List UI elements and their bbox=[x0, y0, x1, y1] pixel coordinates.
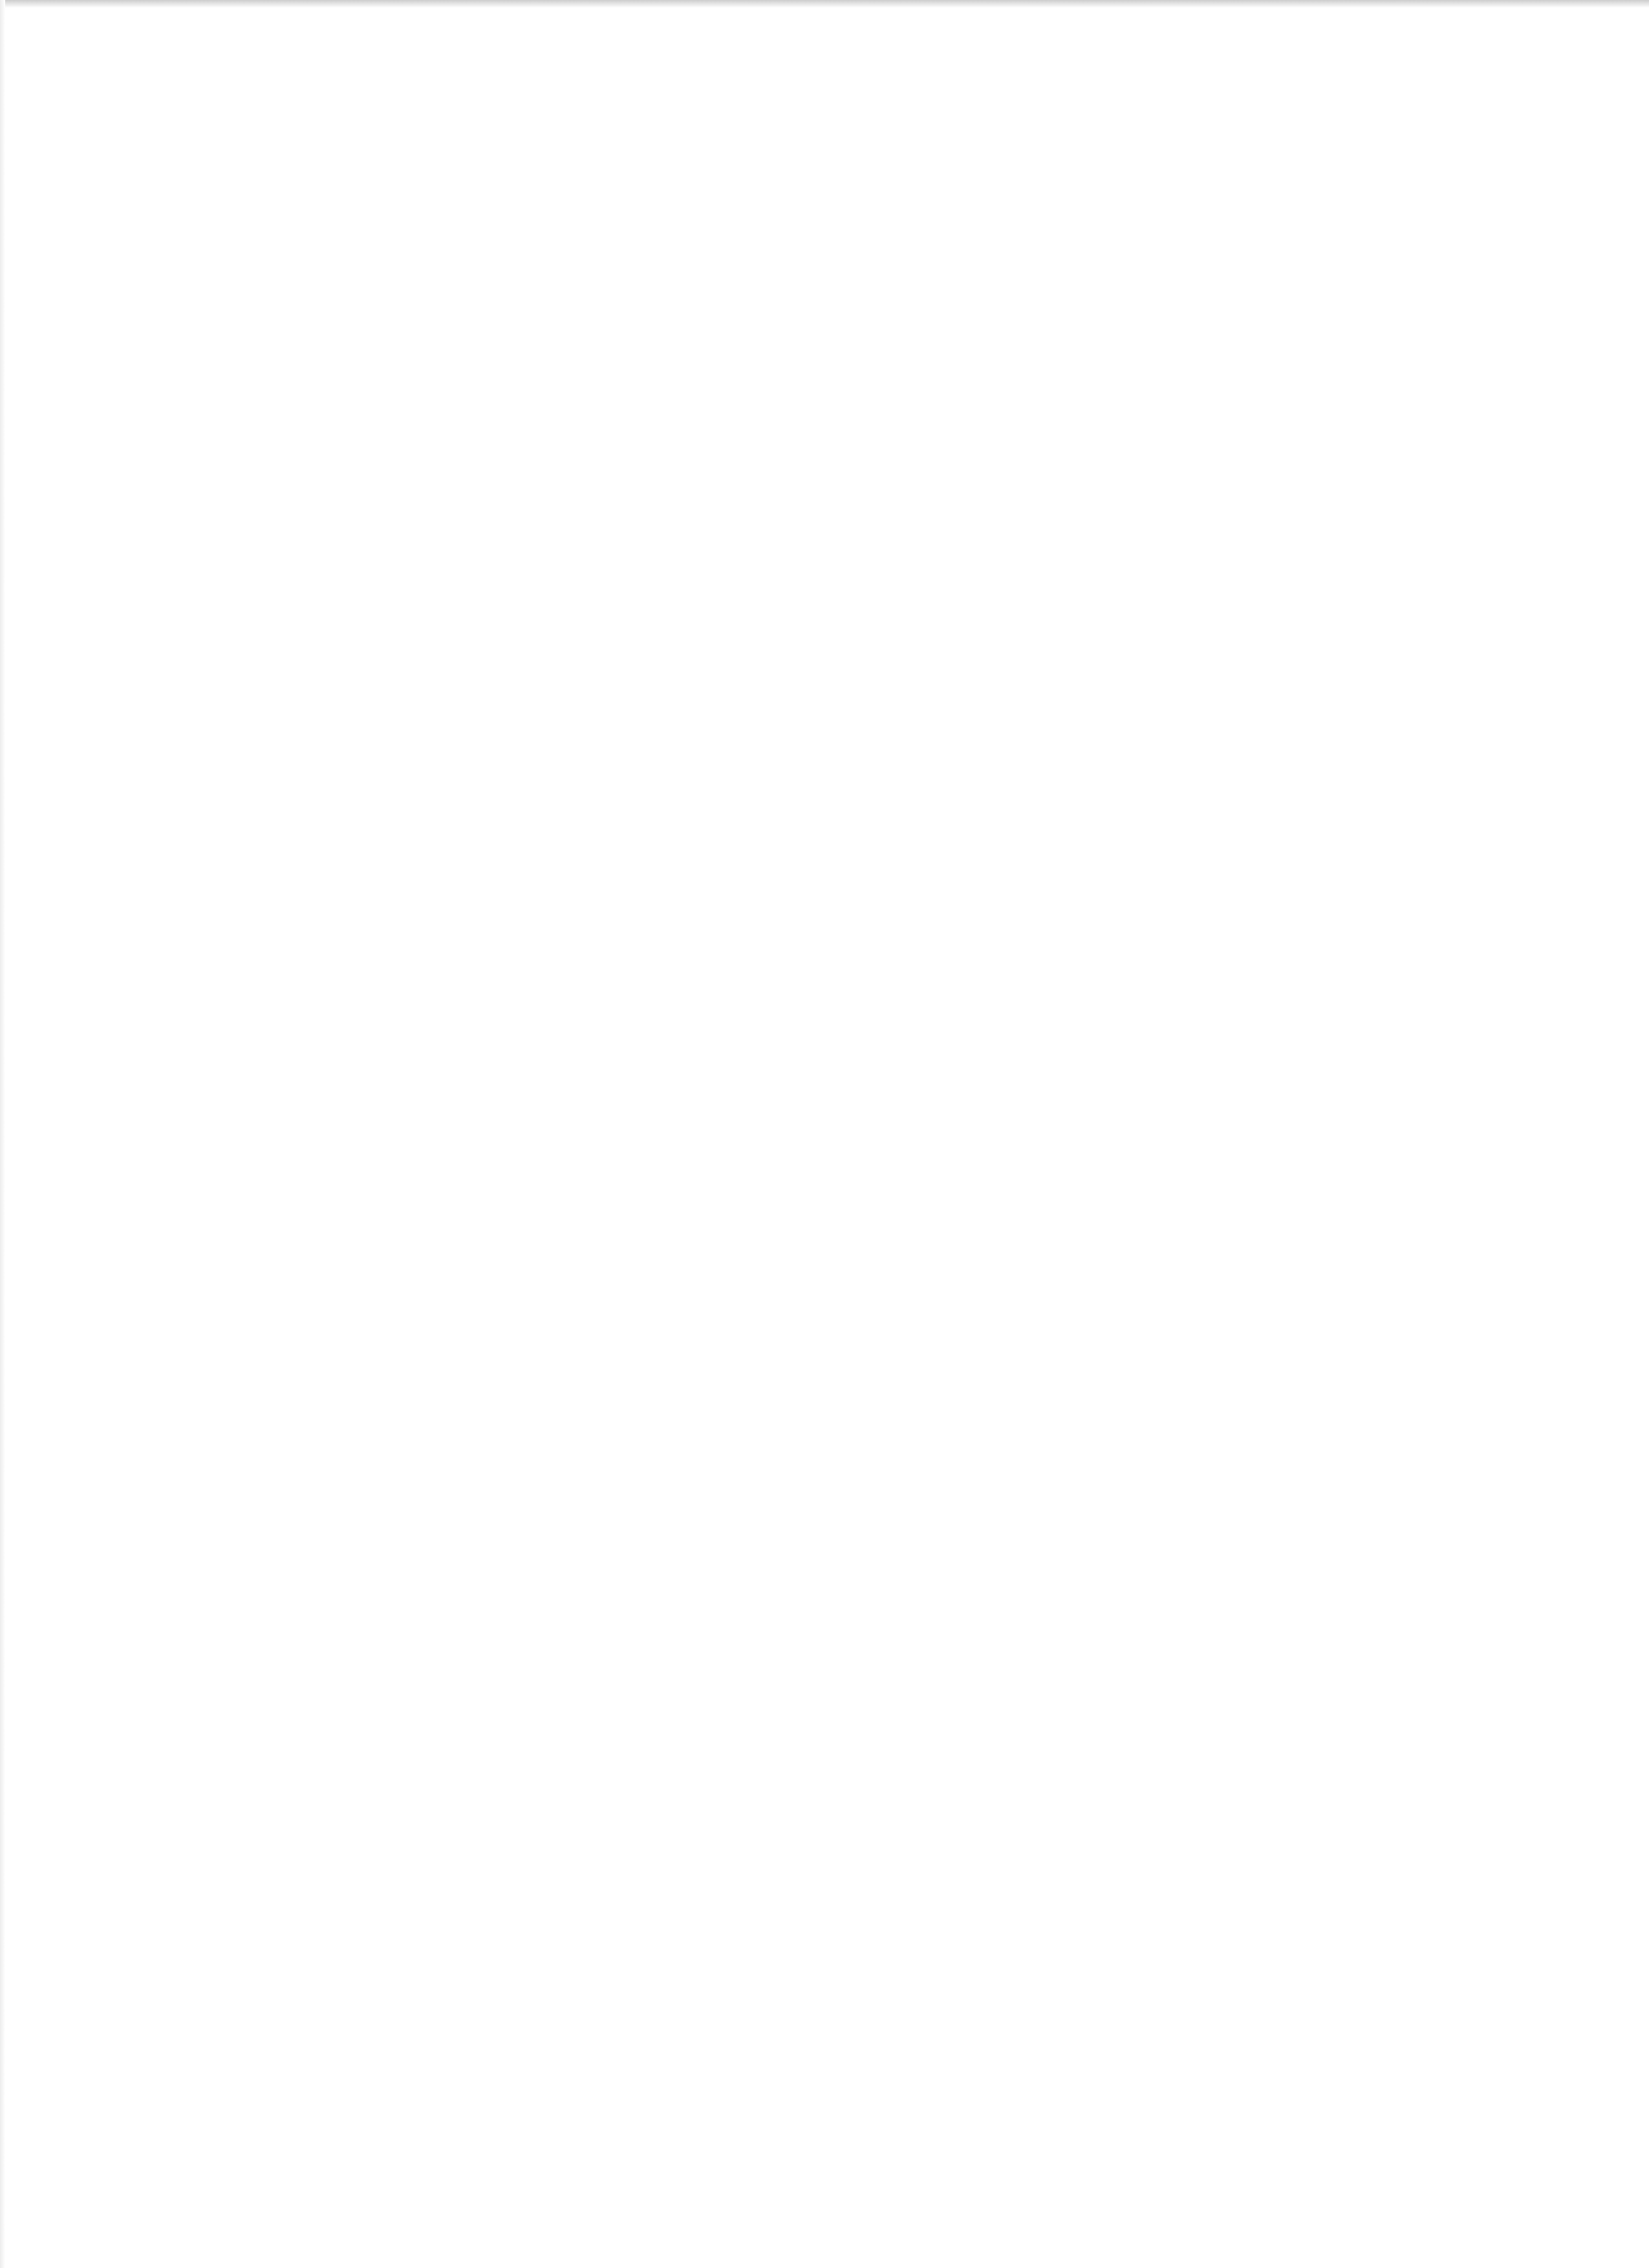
scan-edge-top bbox=[0, 0, 1649, 8]
scan-edge-left bbox=[0, 0, 5, 2268]
